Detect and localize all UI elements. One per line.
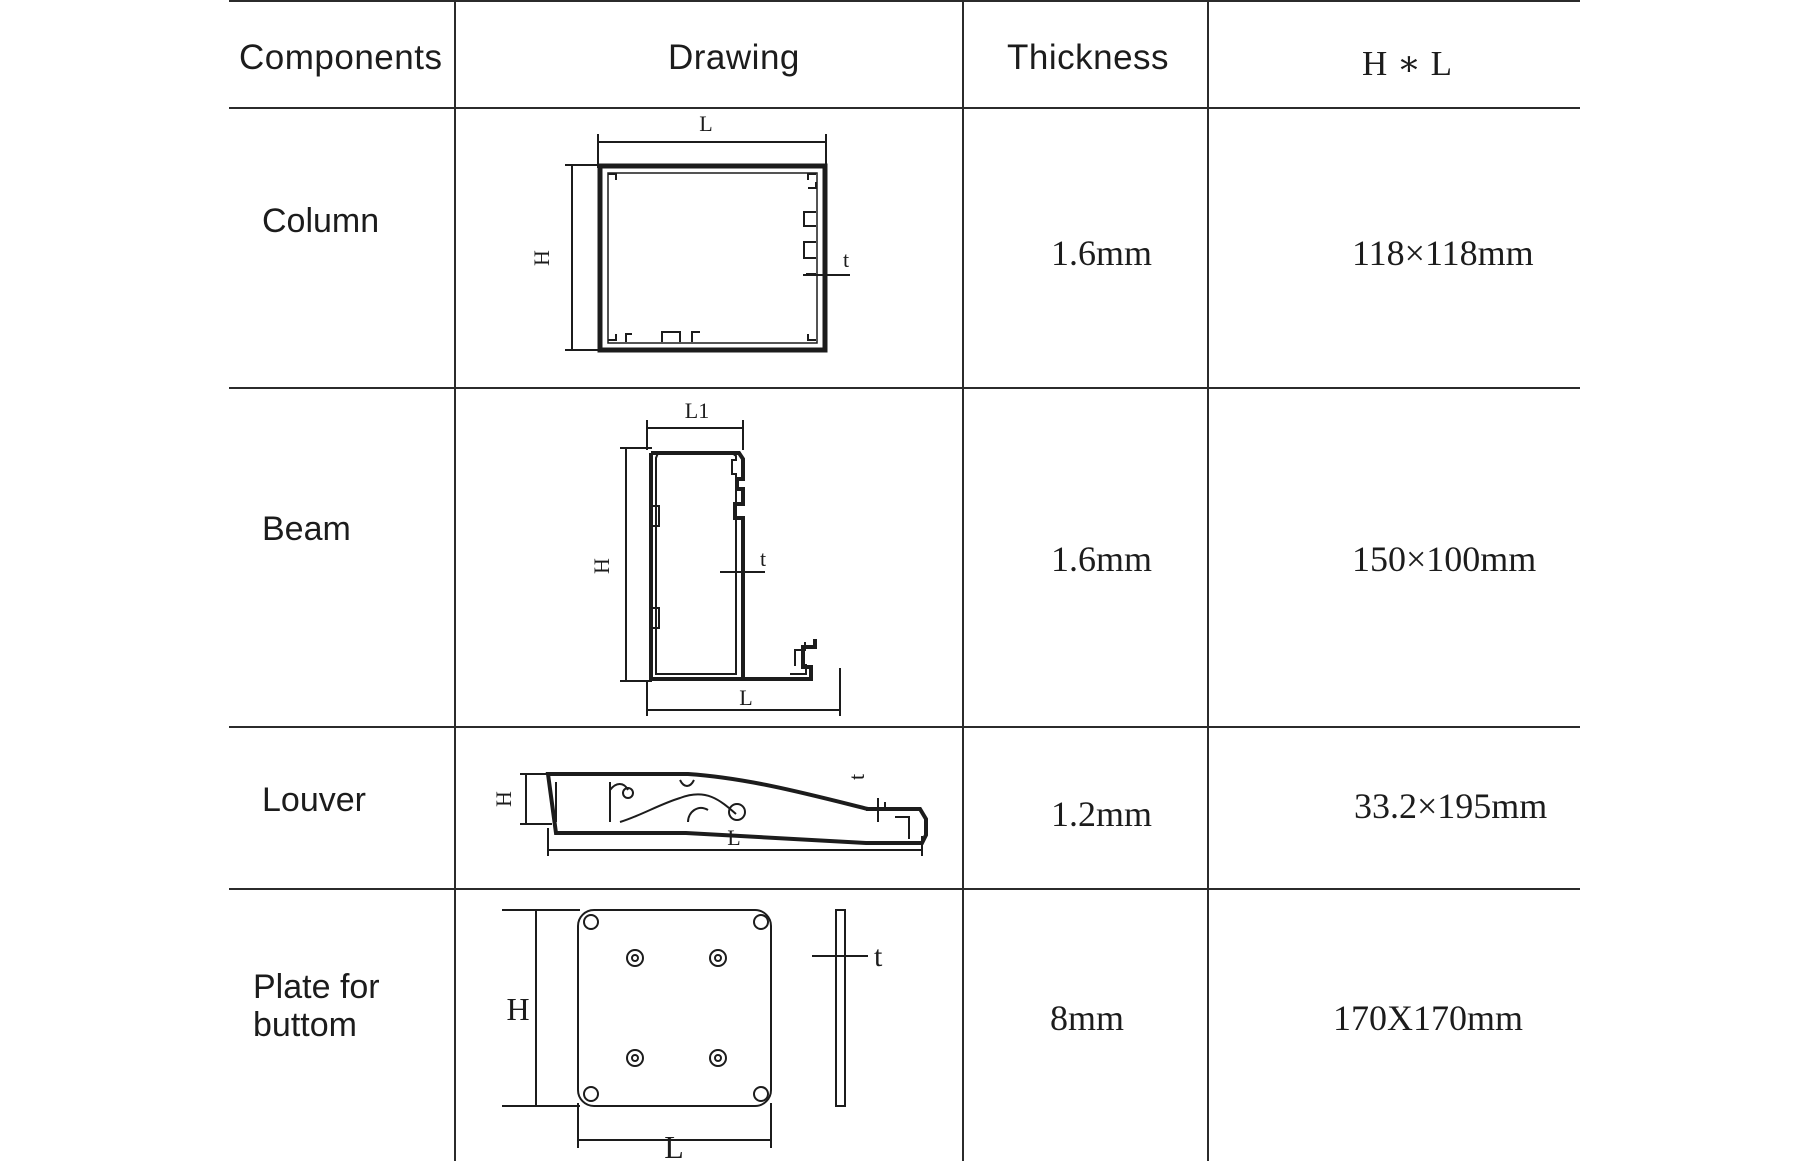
header-size: H ∗ L (1362, 44, 1453, 83)
row-divider-3 (229, 888, 1580, 890)
dimension-t-label: t (843, 247, 850, 272)
column-profile-drawing (520, 112, 860, 362)
row-divider-1 (229, 387, 1580, 389)
dimension-l-label: L (664, 1129, 684, 1161)
dimension-h-label: H (529, 250, 554, 266)
header-components: Components (239, 38, 443, 77)
dimension-l-label: L (727, 825, 741, 850)
dimension-t-label: t (760, 546, 767, 571)
header-bottom-rule (229, 107, 1580, 109)
header-drawing: Drawing (668, 38, 800, 77)
dimension-h-label: H (506, 991, 530, 1027)
column-divider-3 (1207, 0, 1209, 1161)
dimension-l-label: L (739, 685, 753, 710)
component-name: Column (262, 202, 380, 240)
component-name: Louver (262, 781, 366, 819)
dimension-t-label: t (874, 940, 883, 973)
dimension-l1-label: L1 (684, 398, 710, 423)
header-thickness: Thickness (1007, 38, 1170, 77)
thickness-value: 1.2mm (1051, 794, 1153, 834)
component-name: Plate for buttom (253, 968, 380, 1044)
size-value: 33.2×195mm (1354, 786, 1548, 826)
dimension-l-label: L (699, 111, 713, 136)
column-divider-1 (454, 0, 456, 1161)
thickness-value: 1.6mm (1051, 539, 1153, 579)
size-value: 150×100mm (1352, 539, 1537, 579)
dimension-t-label: t (844, 773, 869, 780)
row-divider-2 (229, 726, 1580, 728)
beam-profile-drawing (590, 398, 870, 718)
dimension-h-label: H (491, 791, 516, 807)
size-value: 118×118mm (1352, 233, 1534, 273)
component-name: Beam (262, 510, 351, 548)
column-divider-2 (962, 0, 964, 1161)
louver-profile-drawing (490, 760, 930, 880)
table-top-rule (229, 0, 1580, 2)
thickness-value: 1.6mm (1051, 233, 1153, 273)
dimension-h-label: H (589, 558, 614, 574)
thickness-value: 8mm (1050, 998, 1125, 1038)
size-value: 170X170mm (1333, 998, 1524, 1038)
plate-profile-drawing (490, 898, 910, 1161)
